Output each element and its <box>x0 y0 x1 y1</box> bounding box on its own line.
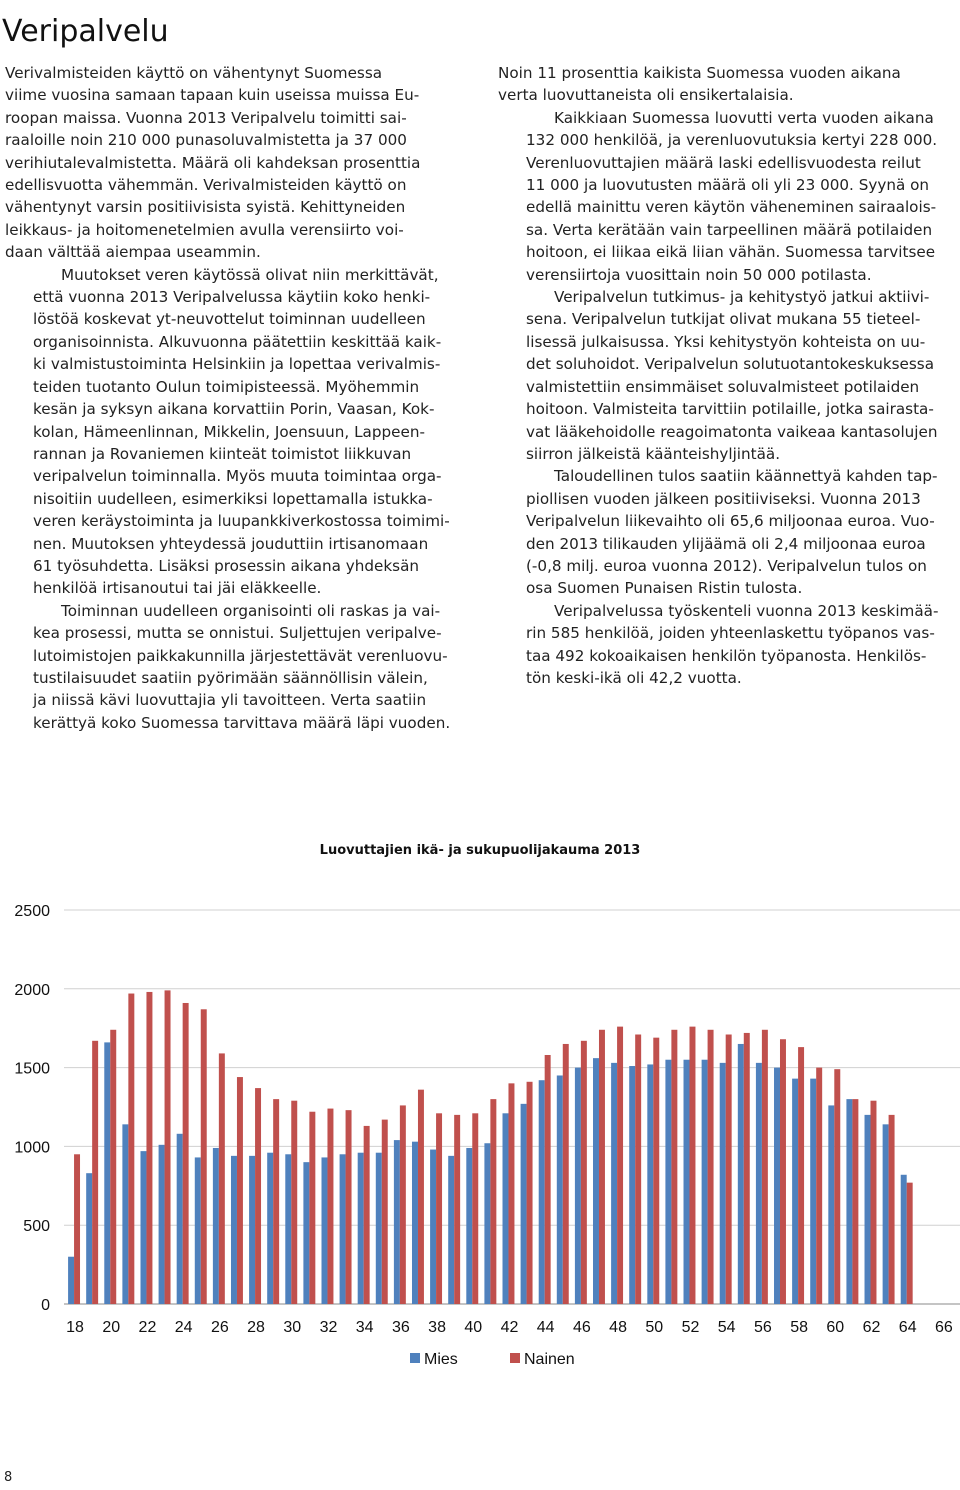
bar-mies <box>702 1060 708 1304</box>
bar-nainen <box>852 1099 858 1304</box>
text-line: (-0,8 milj. euroa vuonna 2012). Veripalvelun tulos on <box>526 556 927 575</box>
bar-mies <box>720 1063 726 1304</box>
x-tick-label: 32 <box>319 1319 338 1336</box>
text-line: verihiutalevalmistetta. Määrä oli kahdeksan prosenttia <box>5 153 421 172</box>
text-line: osa Suomen Punaisen Ristin tulosta. <box>526 579 803 598</box>
text-line: hoitoon. Valmisteita tarvittiin potilaille, jotka sairasta- <box>526 400 934 419</box>
text-line: organisoinnista. Alkuvuonna päätettiin keskittää kaik- <box>33 332 442 351</box>
bar-nainen <box>291 1101 297 1304</box>
text-line: veripalvelun toiminnalla. Myös muuta toimintaa orga- <box>33 467 442 486</box>
bar-nainen <box>110 1030 116 1304</box>
bar-mies <box>593 1058 599 1304</box>
bar-mies <box>557 1075 563 1304</box>
bar-nainen <box>617 1027 623 1304</box>
bar-nainen <box>762 1030 768 1304</box>
bar-mies <box>177 1134 183 1304</box>
x-tick-label: 66 <box>935 1319 953 1336</box>
bar-nainen <box>508 1083 514 1304</box>
x-tick-label: 60 <box>826 1319 845 1336</box>
bar-mies <box>213 1148 219 1304</box>
bar-mies <box>430 1150 436 1304</box>
bar-nainen <box>327 1109 333 1304</box>
bar-mies <box>321 1157 327 1304</box>
bar-mies <box>865 1115 871 1304</box>
bar-nainen <box>798 1047 804 1304</box>
bar-nainen <box>346 1110 352 1304</box>
bar-mies <box>466 1148 472 1304</box>
x-tick-label: 56 <box>753 1319 772 1336</box>
bar-nainen <box>834 1069 840 1304</box>
text-line: Verivalmisteiden käyttö on vähentynyt Suomessa <box>5 64 383 82</box>
legend-label: Mies <box>424 1351 458 1368</box>
bar-mies <box>901 1175 907 1304</box>
text-line: ja niissä kävi luovuttajia yli tavoitteen. Verta saatiin <box>33 691 427 710</box>
x-tick-label: 20 <box>102 1319 121 1336</box>
bar-mies <box>412 1142 418 1304</box>
text-line: nisoitiin uudelleen, esimerkiksi lopettamalla istukka- <box>33 489 433 508</box>
text-line: siirron jälkeistä käänteishyljintää. <box>526 444 781 463</box>
bar-mies <box>231 1156 237 1304</box>
text-line: Verenluovuttajien määrä laski edellisvuodesta reilut <box>526 153 921 172</box>
bar-mies <box>195 1157 201 1304</box>
bar-mies <box>303 1162 309 1304</box>
y-tick-label: 1000 <box>14 1139 50 1157</box>
text-line: sa. Verta kerätään vain tarpeellinen määrä potilaiden <box>526 220 933 239</box>
bar-nainen <box>870 1101 876 1304</box>
text-line: löstöä koskevat yt-neuvottelut toiminnan uudelleen <box>33 310 426 329</box>
text-line: vähentynyt varsin positiivisista syistä. Kehittyneiden <box>5 198 406 217</box>
bar-nainen <box>708 1030 714 1304</box>
paragraph <box>5 264 461 600</box>
text-line: kesän ja syksyn aikana korvattiin Porin, Vaasan, Kok- <box>33 400 435 419</box>
text-line: rin 585 henkilöä, joiden yhteenlaskettu työpanos vas- <box>526 624 935 643</box>
y-tick-label: 2500 <box>14 903 50 920</box>
text-line: hoitoon, ei liikaa eikä liian vähän. Suomessa tarvitsee <box>526 243 936 262</box>
bar-nainen <box>653 1038 659 1304</box>
paragraph <box>498 286 954 465</box>
text-line: edellisvuotta vähemmän. Verivalmisteiden käyttö on <box>5 176 407 195</box>
left-text-column <box>5 62 461 734</box>
text-line: lisessä julkaisussa. Yksi kehitystyön kohteista on uu- <box>526 332 926 351</box>
bar-nainen <box>92 1041 98 1304</box>
x-tick-label: 24 <box>174 1319 193 1336</box>
bar-nainen <box>635 1035 641 1304</box>
text-line: rannan ja Rovaniemen kiinteät toimistot liikkuvan <box>33 444 412 463</box>
bar-nainen <box>201 1009 207 1304</box>
paragraph <box>5 600 461 734</box>
text-line: kea prosessi, mutta se onnistui. Suljettujen veripalve- <box>33 624 442 643</box>
text-line: leikkaus- ja hoitomenetelmien avulla verensiirto voi- <box>5 220 404 239</box>
text-line: verensiirtoja vuosittain noin 50 000 potilasta. <box>526 265 872 284</box>
x-tick-label: 46 <box>572 1319 591 1336</box>
bar-nainen <box>689 1027 695 1304</box>
bar-mies <box>267 1153 273 1304</box>
bar-nainen <box>309 1112 315 1304</box>
text-line: Taloudellinen tulos saatiin käännettyä kahden tap- <box>554 467 938 486</box>
bar-mies <box>883 1124 889 1304</box>
bar-mies <box>828 1105 834 1304</box>
text-line: Toiminnan uudelleen organisointi oli raskas ja vai- <box>61 601 441 620</box>
text-line: Veripalvelun liikevaihto oli 65,6 miljoonaa euroa. Vuo- <box>526 512 935 531</box>
legend-label: Nainen <box>524 1351 575 1368</box>
x-tick-label: 44 <box>536 1319 555 1336</box>
bar-nainen <box>527 1082 533 1304</box>
text-line: taa 492 kokoaikaisen henkilön työpanosta. Henkilös- <box>526 646 927 665</box>
x-tick-label: 26 <box>210 1319 229 1336</box>
paragraph <box>498 107 954 286</box>
bar-nainen <box>907 1183 913 1304</box>
bar-mies <box>249 1156 255 1304</box>
bar-mies <box>68 1257 74 1304</box>
text-line: että vuonna 2013 Veripalvelussa käytiin koko henki- <box>33 288 431 307</box>
page-number: 8 <box>4 1470 13 1485</box>
right-text-column <box>498 62 954 689</box>
bar-nainen <box>273 1099 279 1304</box>
legend-swatch <box>410 1353 420 1363</box>
bar-nainen <box>436 1113 442 1304</box>
x-tick-label: 62 <box>862 1319 881 1336</box>
bar-nainen <box>780 1039 786 1304</box>
text-line: raaloille noin 210 000 punasoluvalmistetta ja 37 000 <box>5 131 407 150</box>
bar-nainen <box>726 1035 732 1304</box>
x-tick-label: 54 <box>717 1319 736 1336</box>
x-tick-label: 38 <box>428 1319 446 1336</box>
chart-title: Luovuttajien ikä- ja sukupuolijakauma 2013 <box>319 843 641 858</box>
text-line: 61 työsuhdetta. Lisäksi prosessin aikana yhdeksän <box>33 556 420 575</box>
bar-mies <box>376 1153 382 1304</box>
bar-nainen <box>563 1044 569 1304</box>
legend-swatch <box>510 1353 520 1363</box>
bar-nainen <box>744 1033 750 1304</box>
bar-mies <box>810 1079 816 1304</box>
donor-age-sex-bar-chart <box>0 880 960 1410</box>
bar-nainen <box>400 1105 406 1304</box>
text-line: valmistettiin ensimmäiset soluvalmisteet potilaiden <box>526 377 920 396</box>
bar-nainen <box>219 1053 225 1304</box>
bar-nainen <box>364 1126 370 1304</box>
x-tick-label: 34 <box>355 1319 374 1336</box>
bar-mies <box>684 1060 690 1304</box>
text-line: Kaikkiaan Suomessa luovutti verta vuoden aikana <box>554 108 934 127</box>
bar-mies <box>611 1063 617 1304</box>
text-line: Noin 11 prosenttia kaikista Suomessa vuoden aikana <box>498 64 901 82</box>
text-line: det soluhoidot. Veripalvelun solutuotantokeskuksessa <box>526 355 935 374</box>
paragraph <box>498 600 954 690</box>
bar-mies <box>285 1154 291 1304</box>
bar-mies <box>756 1063 762 1304</box>
paragraph <box>5 62 461 264</box>
x-tick-label: 18 <box>66 1319 84 1336</box>
x-tick-label: 28 <box>247 1319 265 1336</box>
bar-mies <box>86 1173 92 1304</box>
bar-mies <box>665 1060 671 1304</box>
x-tick-label: 58 <box>790 1319 808 1336</box>
bar-mies <box>575 1068 581 1304</box>
x-tick-label: 30 <box>283 1319 302 1336</box>
y-tick-label: 2000 <box>14 981 50 999</box>
x-tick-label: 52 <box>681 1319 700 1336</box>
x-tick-label: 36 <box>391 1319 410 1336</box>
page-title: Veripalvelu <box>2 14 169 50</box>
text-line: nen. Muutoksen yhteydessä jouduttiin irtisanomaan <box>33 534 429 553</box>
y-tick-label: 500 <box>23 1218 50 1236</box>
x-tick-label: 40 <box>464 1319 483 1336</box>
text-line: teiden tuotanto Oulun toimipisteessä. Myöhemmin <box>33 377 420 396</box>
bar-mies <box>104 1042 110 1304</box>
bar-nainen <box>454 1115 460 1304</box>
bar-nainen <box>490 1099 496 1304</box>
text-line: veren keräystoiminta ja luupankkiverkostossa toimimi- <box>33 512 450 531</box>
bar-mies <box>448 1156 454 1304</box>
bar-mies <box>340 1154 346 1304</box>
bar-nainen <box>472 1113 478 1304</box>
x-tick-label: 22 <box>138 1319 157 1336</box>
x-tick-label: 48 <box>609 1319 627 1336</box>
bar-mies <box>394 1140 400 1304</box>
text-line: vat lääkehoidolle reagoimatonta vaikeaa kantasolujen <box>526 422 938 441</box>
x-tick-label: 42 <box>500 1319 519 1336</box>
text-line: piollisen vuoden jälkeen positiiviseksi. Vuonna 2013 <box>526 489 921 508</box>
x-tick-label: 50 <box>645 1319 664 1336</box>
text-line: tustilaisuudet saatiin pyörimään säännöllisin välein, <box>33 668 428 687</box>
bar-nainen <box>671 1030 677 1304</box>
bar-nainen <box>545 1055 551 1304</box>
bar-mies <box>792 1079 798 1304</box>
text-line: edellä mainittu veren käytön väheneminen sairaalois- <box>526 198 937 217</box>
x-tick-label: 64 <box>898 1319 917 1336</box>
bar-mies <box>159 1145 165 1304</box>
text-line: ki valmistustoiminta Helsinkiin ja lopettaa verivalmis- <box>33 355 441 374</box>
bar-nainen <box>581 1041 587 1304</box>
bar-nainen <box>599 1030 605 1304</box>
bar-mies <box>774 1068 780 1304</box>
bar-mies <box>846 1099 852 1304</box>
paragraph <box>498 62 954 107</box>
text-line: 11 000 ja luovutusten määrä oli yli 23 000. Syynä on <box>526 176 930 195</box>
bar-mies <box>539 1080 545 1304</box>
text-line: daan välttää aiempaa useammin. <box>5 243 261 262</box>
text-line: henkilöä irtisanoutui tai jäi eläkkeelle. <box>33 579 322 598</box>
text-line: Muutokset veren käytössä olivat niin merkittävät, <box>61 265 439 284</box>
bar-nainen <box>128 994 134 1304</box>
bar-mies <box>484 1143 490 1304</box>
bar-mies <box>503 1113 509 1304</box>
text-line: lutoimistojen paikkakunnilla järjestettävät verenluovu- <box>33 646 448 665</box>
text-line: Veripalvelussa työskenteli vuonna 2013 keskimää- <box>554 601 939 620</box>
bar-mies <box>358 1153 364 1304</box>
text-line: 132 000 henkilöä, ja verenluovutuksia kertyi 228 000. <box>526 131 938 150</box>
text-line: tön keski-ikä oli 42,2 vuotta. <box>526 668 742 687</box>
bar-nainen <box>237 1077 243 1304</box>
bar-mies <box>647 1064 653 1304</box>
bar-mies <box>140 1151 146 1304</box>
bar-nainen <box>183 1003 189 1304</box>
y-tick-label: 0 <box>41 1297 50 1314</box>
text-line: viime vuosina samaan tapaan kuin useissa muissa Eu- <box>5 86 420 105</box>
text-line: Veripalvelun tutkimus- ja kehitystyö jatkui aktiivi- <box>554 288 930 307</box>
text-line: kolan, Hämeenlinnan, Mikkelin, Joensuun, Lappeen- <box>33 422 425 441</box>
bar-nainen <box>165 990 171 1304</box>
bar-nainen <box>146 992 152 1304</box>
text-line: kerättyä koko Suomessa tarvittava määrä läpi vuoden. <box>33 713 451 732</box>
bar-mies <box>521 1104 527 1304</box>
text-line: sena. Veripalvelun tutkijat olivat mukana 55 tieteel- <box>526 310 921 329</box>
bar-mies <box>122 1124 128 1304</box>
bar-mies <box>629 1066 635 1304</box>
bar-nainen <box>816 1068 822 1304</box>
bar-nainen <box>382 1120 388 1304</box>
y-tick-label: 1500 <box>14 1060 50 1078</box>
text-line: roopan maissa. Vuonna 2013 Veripalvelu toimitti sai- <box>5 108 407 127</box>
paragraph <box>498 465 954 599</box>
bar-nainen <box>74 1154 80 1304</box>
bar-nainen <box>255 1088 261 1304</box>
bar-nainen <box>418 1090 424 1304</box>
text-line: den 2013 tilikauden ylijäämä oli 2,4 miljoonaa euroa <box>526 534 926 553</box>
bar-mies <box>738 1044 744 1304</box>
text-line: verta luovuttaneista oli ensikertalaisia. <box>498 86 794 105</box>
bar-nainen <box>889 1115 895 1304</box>
